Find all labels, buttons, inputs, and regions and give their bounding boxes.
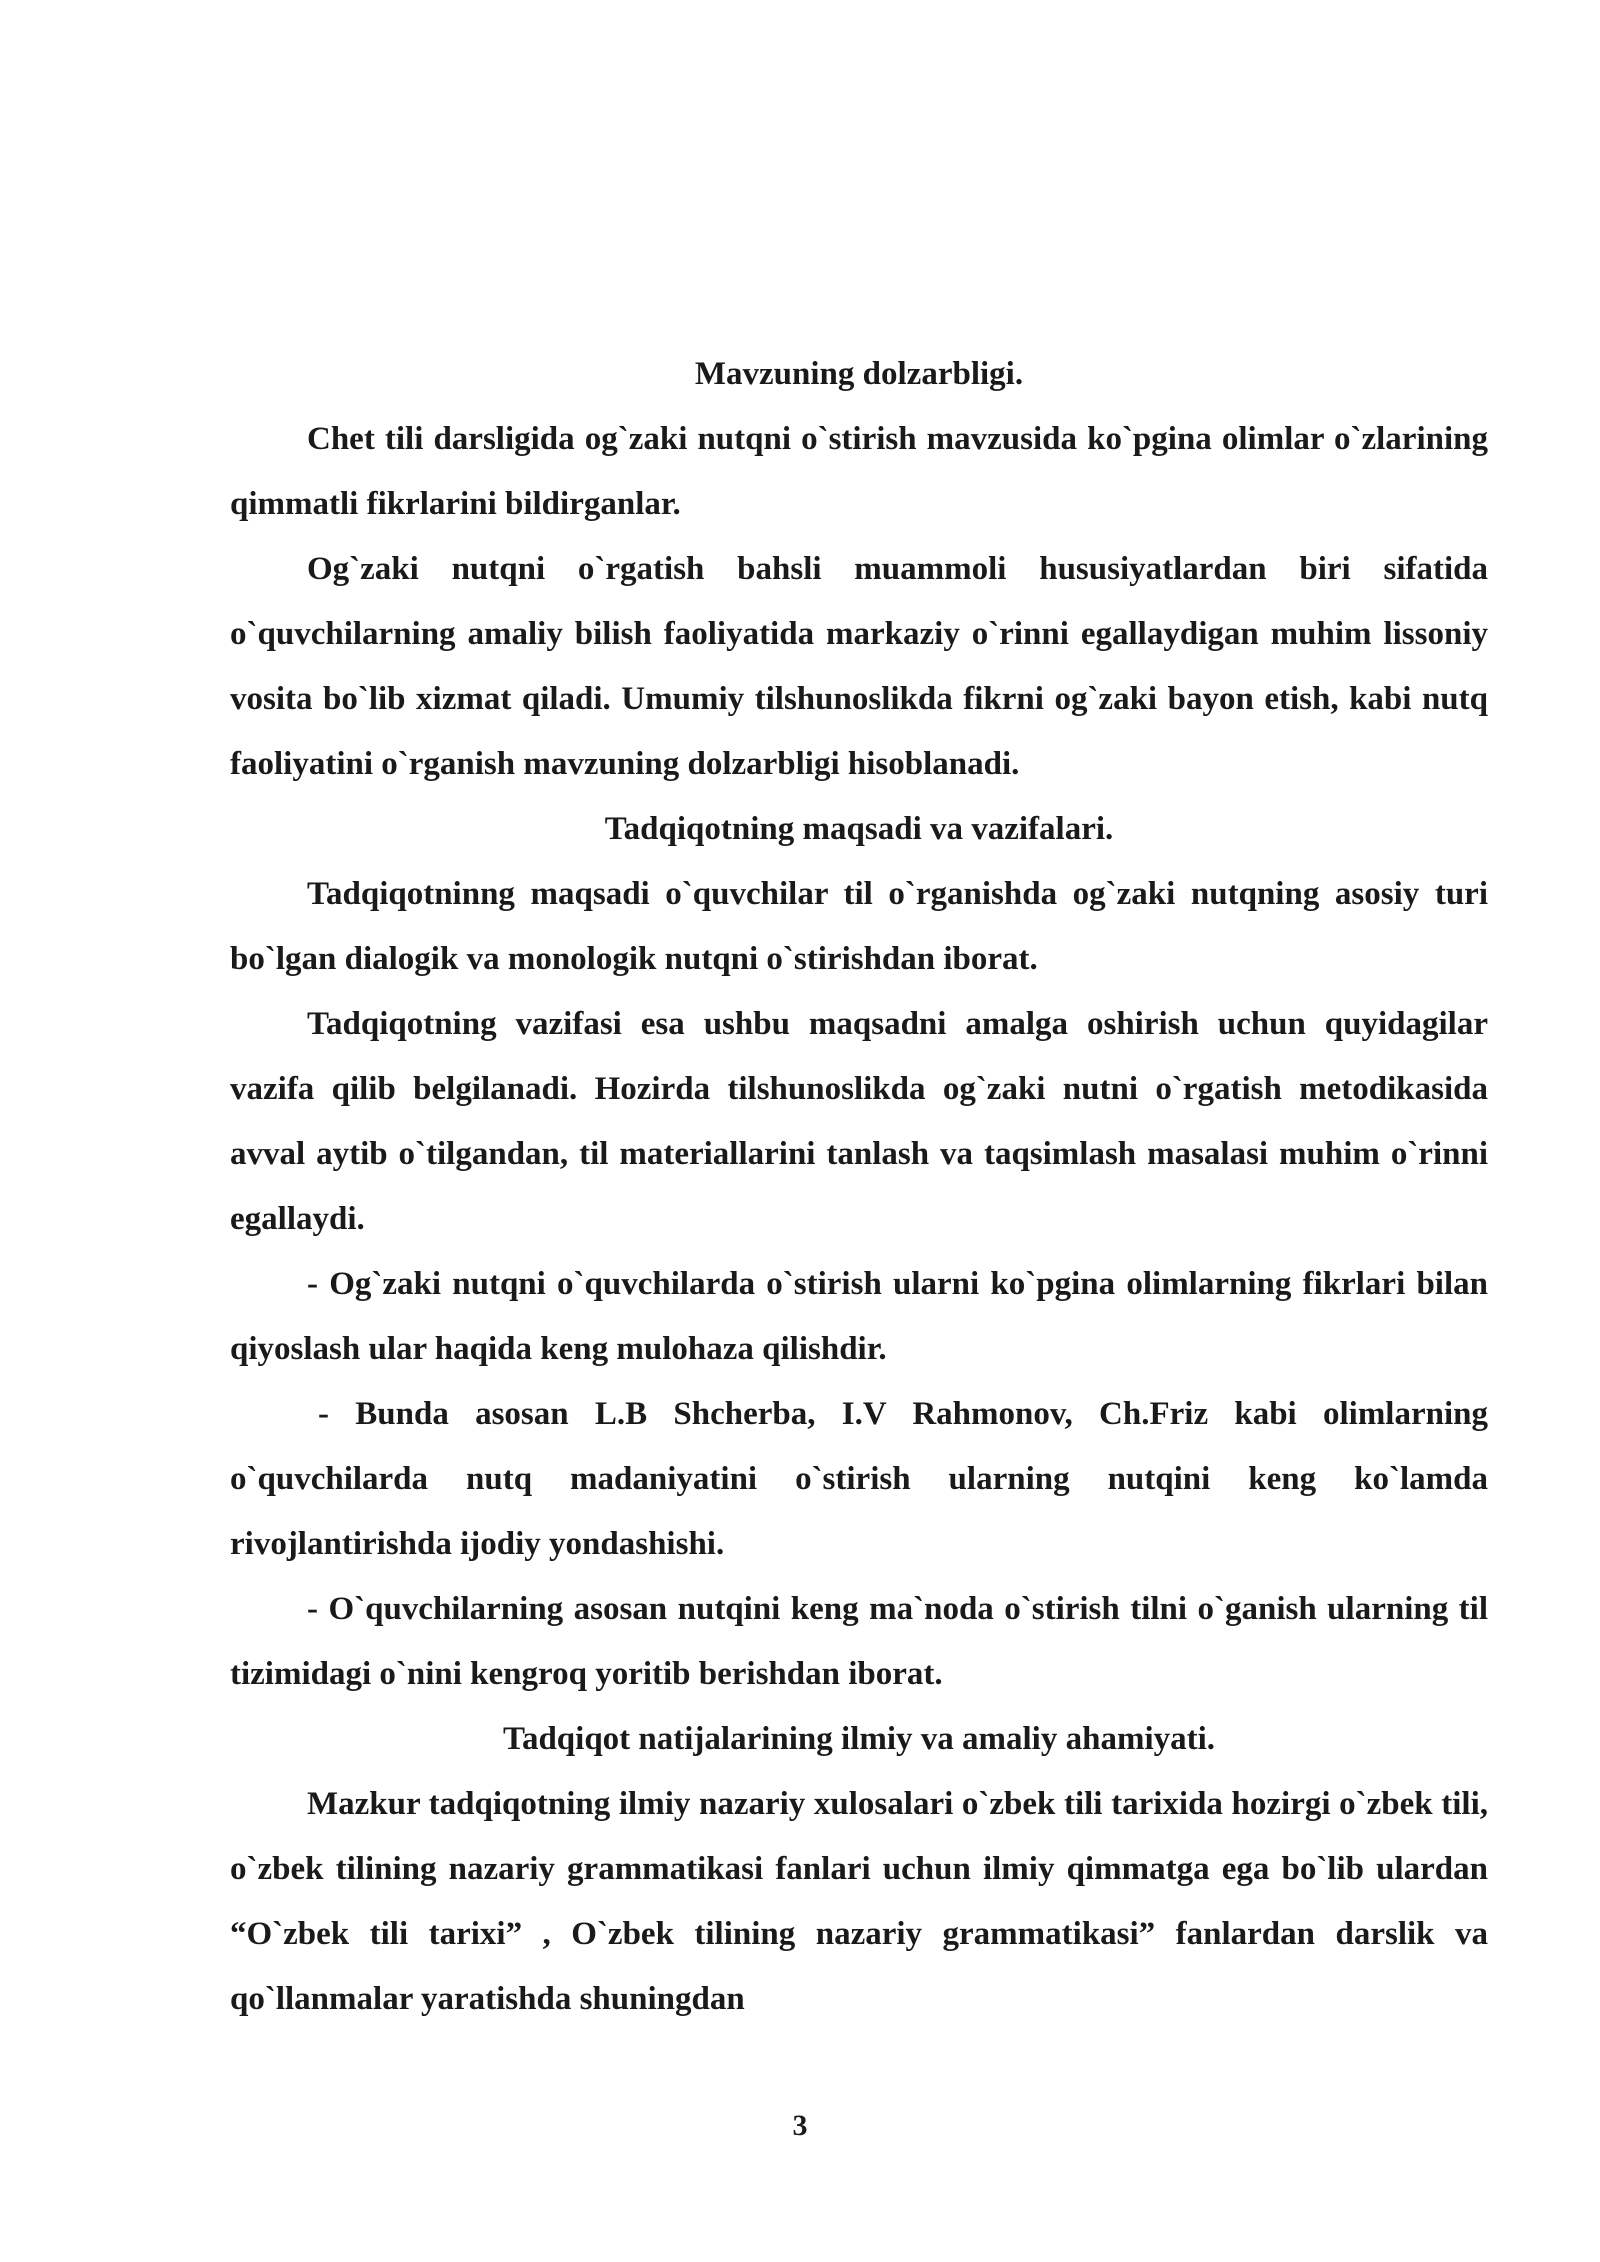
section-heading-goals: Tadqiqotning maqsadi va vazifalari. xyxy=(604,811,1114,847)
section-heading-significance: Tadqiqot natijalarining ilmiy va amaliy ahamiyati. xyxy=(502,1721,1216,1757)
paragraph: Og`zaki nutqni o`rgatish bahsli muammoli hususiyatlardan biri sifatida o`quvchilarning amaliy bilish faoliyatida markaziy o`rinni egallaydigan muhim lissoniy vosita bo`lib xizmat qiladi. Umumiy tilshunoslikda fikrni og`zaki bayon etish, kabi nutq faoliyatini o`rganish mavzuning dolzarbligi hisoblanadi. xyxy=(230,551,1488,782)
section-heading-relevance: Mavzuning dolzarbligi. xyxy=(694,356,1024,392)
paragraph: Tadqiqotning vazifasi esa ushbu maqsadni amalga oshirish uchun quyidagilar vazifa qilib belgilanadi. Hozirda tilshunoslikda og`zaki nutni o`rgatish metodikasida avval aytib o`tilgandan, til materiallarini tanlash va taqsimlash masalasi muhim o`rinni egallaydi. xyxy=(230,1006,1488,1237)
paragraph: Tadqiqotninng maqsadi o`quvchilar til o`rganishda og`zaki nutqning asosiy turi bo`lgan dialogik va monologik nutqni o`stirishdan iborat. xyxy=(230,876,1488,977)
paragraph: Mazkur tadqiqotning ilmiy nazariy xulosalari o`zbek tili tarixida hozirgi o`zbek tili, o`zbek tilining nazariy grammatikasi fanlari uchun ilmiy qimmatga ega bo`lib ulardan “O`zbek tili tarixi” , O`zbek tilining nazariy grammatikasi” fanlardan darslik va qo`llanmalar yaratishda shuningdan xyxy=(230,1786,1488,2017)
list-item-paragraph: - Og`zaki nutqni o`quvchilarda o`stirish ularni ko`pgina olimlarning fikrlari bilan qiyoslash ular haqida keng mulohaza qilishdir. xyxy=(230,1266,1488,1367)
document-page xyxy=(230,342,1488,2032)
page-number: 3 xyxy=(792,2109,808,2142)
paragraph: Chet tili darsligida og`zaki nutqni o`stirish mavzusida ko`pgina olimlar o`zlarining qimmatli fikrlarini bildirganlar. xyxy=(230,421,1488,522)
list-item-paragraph: - Bunda asosan L.B Shcherba, I.V Rahmonov, Ch.Friz kabi olimlarning o`quvchilarda nutq madaniyatini o`stirish ularning nutqini keng ko`lamda rivojlantirishda ijodiy yondashishi. xyxy=(230,1396,1488,1562)
list-item-paragraph: - O`quvchilarning asosan nutqini keng ma`noda o`stirish tilni o`ganish ularning til tizimidagi o`nini kengroq yoritib berishdan iborat. xyxy=(230,1591,1488,1692)
